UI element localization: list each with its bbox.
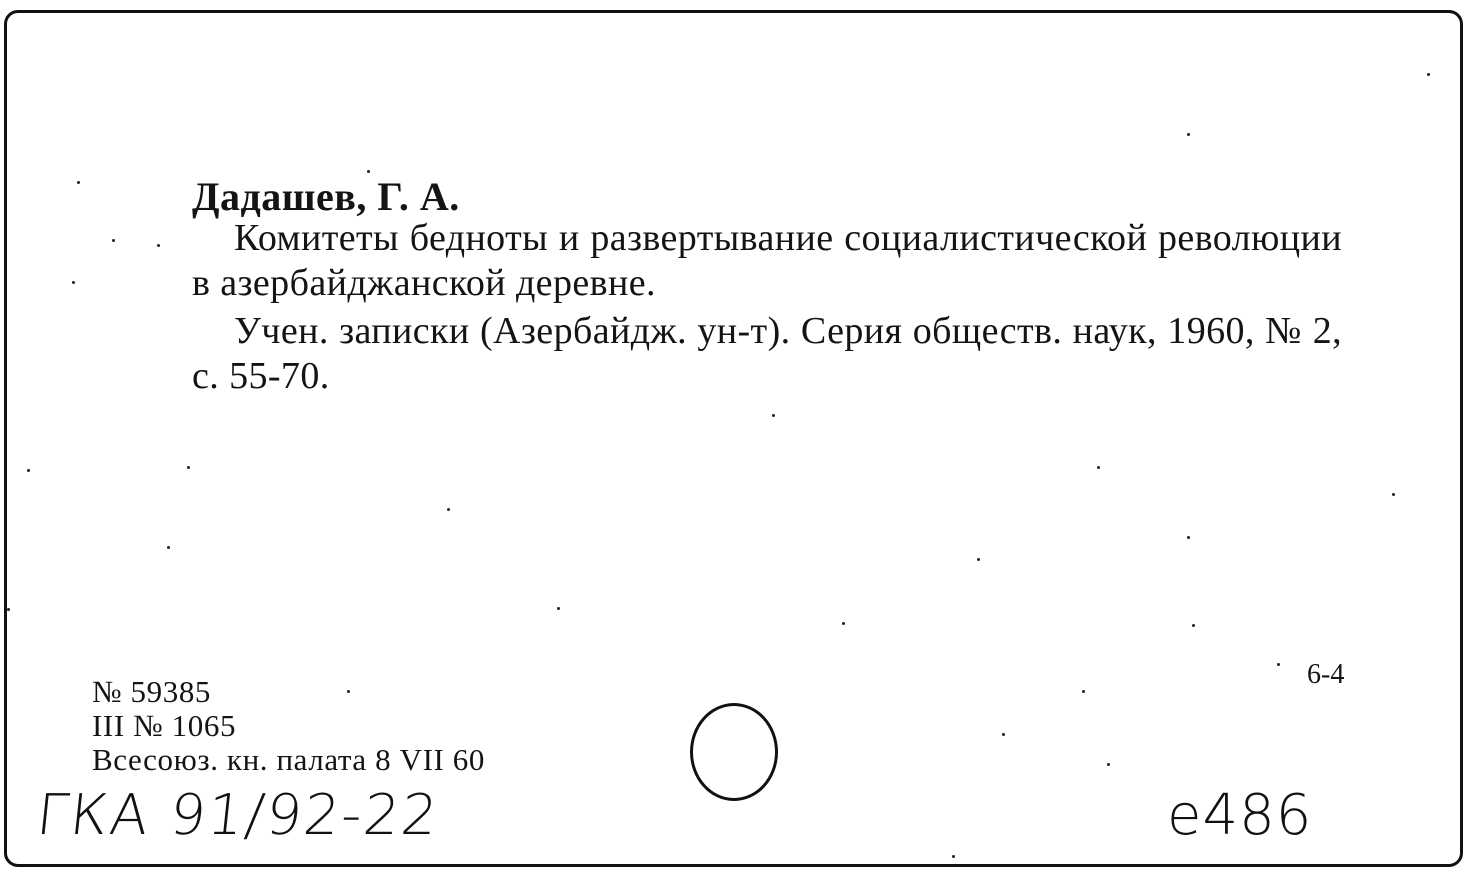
scan-speck <box>1002 733 1005 736</box>
punch-hole <box>690 703 778 801</box>
scan-speck <box>187 466 190 469</box>
scan-speck <box>27 469 30 472</box>
handwritten-code: e486 <box>1167 783 1313 848</box>
scan-speck <box>77 181 80 184</box>
order-number: III № 1065 <box>92 708 237 743</box>
handwritten-call-number: ГКА 91/92-22 <box>33 783 443 848</box>
scan-speck <box>447 508 450 511</box>
card-metadata <box>92 675 485 777</box>
scan-speck <box>557 607 560 610</box>
scan-speck <box>157 244 160 247</box>
scan-speck <box>1427 73 1430 76</box>
scan-speck <box>347 690 350 693</box>
scan-speck <box>1187 133 1190 136</box>
scan-speck <box>1392 493 1395 496</box>
scan-speck <box>112 239 115 242</box>
scan-speck <box>977 558 980 561</box>
scan-speck <box>367 170 370 173</box>
card-number: № 59385 <box>92 674 212 709</box>
scan-speck <box>72 281 75 284</box>
scan-speck <box>7 608 10 611</box>
scan-speck <box>1192 624 1195 627</box>
book-chamber-stamp: Всесоюз. кн. палата 8 VII 60 <box>92 742 485 777</box>
scan-speck <box>842 622 845 625</box>
scan-speck <box>1082 690 1085 693</box>
publication-source: Учен. записки (Азербайдж. ун-т). Серия обществ. наук, 1960, № 2, с. 55-70. <box>192 310 1342 397</box>
scan-speck <box>1187 536 1190 539</box>
scan-speck <box>1107 763 1110 766</box>
scan-speck <box>1097 466 1100 469</box>
scan-speck <box>167 546 170 549</box>
author-name: Дадашев, Г. А. <box>192 174 460 219</box>
scan-speck <box>772 414 775 417</box>
scan-speck <box>952 855 955 858</box>
scan-speck <box>1277 663 1280 666</box>
work-title: Комитеты бедноты и развертывание социалистической революции в азербайджанской деревне. <box>192 217 1342 304</box>
reference-code: 6-4 <box>1307 659 1345 690</box>
catalog-card <box>4 10 1463 867</box>
